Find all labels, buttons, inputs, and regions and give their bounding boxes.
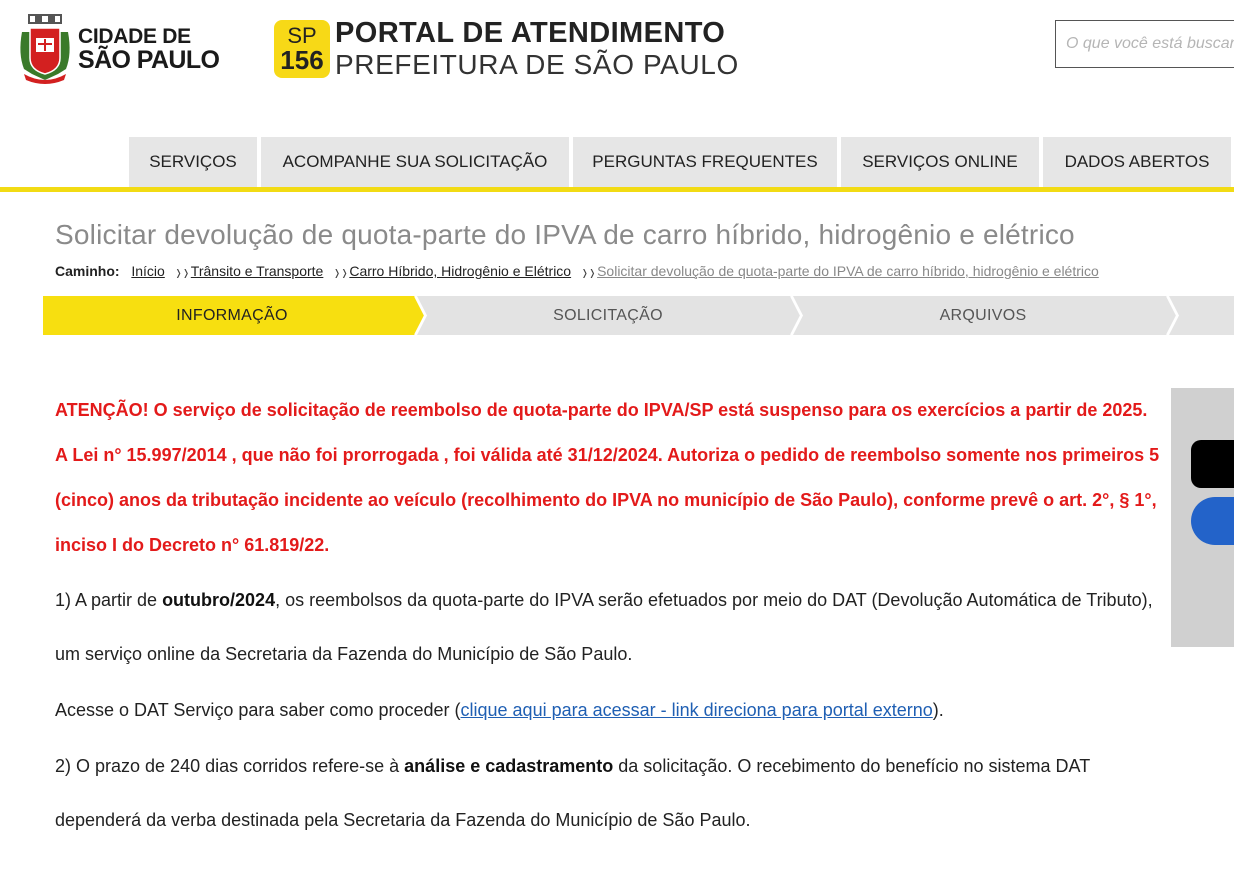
nav-item-servicos-online[interactable]: SERVIÇOS ONLINE: [841, 137, 1039, 187]
accessibility-button[interactable]: [1191, 497, 1234, 545]
breadcrumb: [55, 263, 1099, 279]
breadcrumb-label: Caminho:: [55, 263, 120, 279]
sp156-badge-sp: SP: [287, 23, 317, 48]
nav-item-perguntas-frequentes[interactable]: PERGUNTAS FREQUENTES: [573, 137, 837, 187]
page-title: Solicitar devolução de quota-parte do IPVA de carro híbrido, hidrogênio e elétrico: [55, 219, 1075, 250]
city-name-line1: CIDADE DE: [78, 24, 191, 48]
search-box: [1055, 20, 1234, 68]
paragraph-bold: análise e cadastramento: [404, 756, 614, 776]
city-crest-icon: [18, 14, 72, 84]
nav-item-dados-abertos[interactable]: DADOS ABERTOS: [1043, 137, 1231, 187]
step-arquivos[interactable]: ARQUIVOS: [939, 306, 1027, 324]
sp156-badge: [274, 20, 330, 78]
paragraph-text: 1) A partir de: [55, 590, 163, 610]
nav-accent-bar: [0, 187, 1234, 192]
breadcrumb-link-carro-hibrido[interactable]: Carro Híbrido, Hidrogênio e Elétrico: [349, 263, 572, 279]
city-name: [78, 26, 219, 73]
paragraph-text: 2) O prazo de 240 dias corridos refere-se à: [55, 756, 405, 776]
warning-law: A Lei n° 15.997/2014 , que não foi prorrogada , foi válida até 31/12/2024. Autoriza o pedido de reembolso somente nos primeiros 5 (cinco) anos da tributação incidente ao veículo (recolhimento do IPVA no município de São Paulo), conforme prevê o art. 2°, § 1°, inciso I do Decreto n° 61.819/22.: [55, 445, 1160, 555]
paragraph-text: da solicitação. O recebimento do benefício no sistema DAT dependerá da verba destinada pela Secretaria da Fazenda do Município de São Paulo.: [55, 756, 1090, 830]
breadcrumb-separator-icon: ❭❭: [174, 268, 190, 278]
nav-item-acompanhe-solicitacao[interactable]: ACOMPANHE SUA SOLICITAÇÃO: [261, 137, 569, 187]
portal-title-line2: PREFEITURA DE SÃO PAULO: [335, 49, 739, 80]
sp156-badge-number: 156: [280, 45, 324, 75]
breadcrumb-current[interactable]: Solicitar devolução de quota-parte do IPVA de carro híbrido, hidrogênio e elétrico: [597, 263, 1099, 279]
step-solicitacao[interactable]: SOLICITAÇÃO: [553, 306, 663, 324]
breadcrumb-link-transito[interactable]: Trânsito e Transporte: [190, 263, 324, 279]
search-input[interactable]: [1056, 21, 1234, 67]
paragraph-text: ).: [932, 700, 944, 720]
city-name-line2: SÃO PAULO: [78, 45, 220, 74]
portal-logo[interactable]: [274, 19, 739, 79]
breadcrumb-separator-icon: ❭❭: [580, 268, 597, 278]
contrast-toggle-button[interactable]: [1191, 440, 1234, 488]
nav-item-servicos[interactable]: SERVIÇOS: [129, 137, 257, 187]
portal-title-line1: PORTAL DE ATENDIMENTO: [335, 17, 726, 49]
warning-suspension: ATENÇÃO! O serviço de solicitação de reembolso de quota-parte do IPVA/SP está suspenso para os exercícios a partir de 2025.: [55, 400, 1148, 420]
paragraph-prazo: [55, 739, 1165, 847]
main-nav: [0, 137, 1234, 193]
step-informacao[interactable]: INFORMAÇÃO: [176, 306, 288, 324]
paragraph-text: , os reembolsos da quota-parte do IPVA serão efetuados por meio do DAT (Devolução Automática de Tributo), um serviço online da Secretaria da Fazenda do Município de São Paulo.: [55, 590, 1153, 664]
city-logo[interactable]: [18, 14, 219, 84]
breadcrumb-separator-icon: ❭❭: [333, 268, 349, 278]
breadcrumb-link-inicio[interactable]: Início: [131, 263, 165, 279]
paragraph-dat-access: [55, 683, 1165, 737]
portal-title: [335, 19, 739, 79]
step-arrow-next: [1169, 296, 1234, 335]
paragraph-text: Acesse o DAT Serviço para saber como proceder (: [55, 700, 461, 720]
step-progress: [43, 296, 1234, 335]
dat-external-link[interactable]: clique aqui para acessar - link direciona para portal externo: [460, 700, 933, 720]
paragraph-bold: outubro/2024: [162, 590, 276, 610]
paragraph-dat-info: [55, 573, 1165, 681]
main-content: [55, 388, 1165, 847]
